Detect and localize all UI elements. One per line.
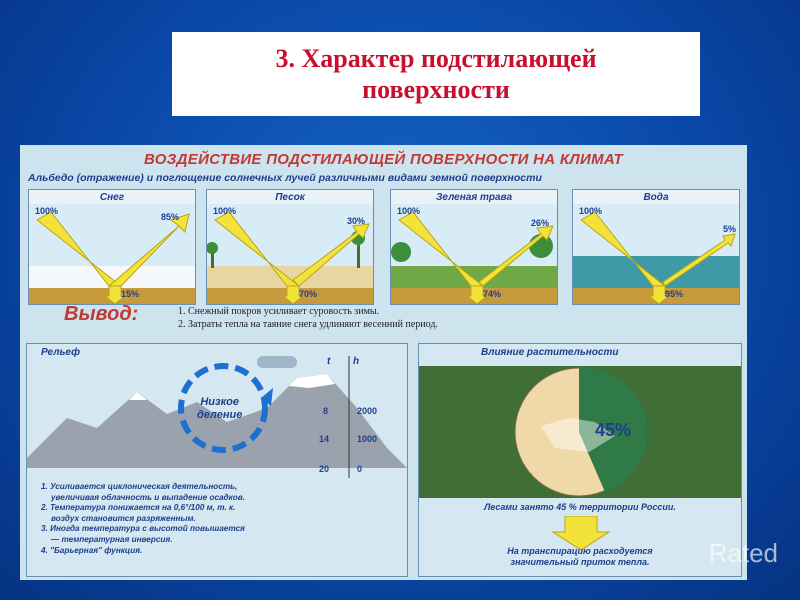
transpiration-line: значительный приток тепла. <box>510 557 650 567</box>
absorbed-percent: 95% <box>665 289 684 299</box>
absorbed-percent: 70% <box>299 289 318 299</box>
scale-t: 14 <box>319 434 330 444</box>
panel-name: Зеленая трава <box>435 192 513 203</box>
cycle-label <box>197 396 242 422</box>
transpiration-line: На транспирацию расходуется <box>507 546 653 556</box>
relief-title: Рельеф <box>41 347 80 358</box>
panel-name: Песок <box>275 192 305 203</box>
panel-name: Вода <box>643 192 669 203</box>
absorbed-percent: 15% <box>121 289 140 299</box>
vegetation-title: Влияние растительности <box>481 347 619 358</box>
relief-note: увеличивая облачность и выпадение осадков. <box>51 492 245 502</box>
scale-t: 20 <box>319 464 330 474</box>
relief-notes <box>41 482 245 556</box>
scale-h: 1000 <box>357 434 378 444</box>
poster-subtitle: Альбедо (отражение) и поглощение солнечных лучей различными видами земной поверхности <box>28 172 542 184</box>
watermark: Rated <box>708 538 778 568</box>
cycle-label-line: Низкое <box>200 396 240 408</box>
relief-note: воздух становится разряженным. <box>51 513 196 523</box>
climate-poster <box>20 145 747 580</box>
reflected-percent: 30% <box>347 216 366 226</box>
albedo-panel-sand <box>206 189 374 305</box>
incoming-percent: 100% <box>213 206 237 216</box>
reflected-percent: 5% <box>723 224 737 234</box>
poster-title: ВОЗДЕЙСТВИЕ ПОДСТИЛАЮЩЕЙ ПОВЕРХНОСТИ НА КЛИМАТ <box>143 151 623 168</box>
reflected-percent: 85% <box>161 212 180 222</box>
albedo-panel-water <box>572 189 740 305</box>
incoming-percent: 100% <box>579 206 603 216</box>
axis-t-label: t <box>327 356 331 367</box>
slide-title-box <box>172 32 700 116</box>
relief-note: 1. Усиливается циклоническая деятельность, <box>41 482 238 491</box>
scale-h: 0 <box>357 464 363 474</box>
incoming-percent: 100% <box>397 206 421 216</box>
relief-box <box>26 343 408 577</box>
forest-illustration <box>419 366 741 498</box>
conclusion-text <box>178 305 438 331</box>
incoming-percent: 100% <box>35 206 59 216</box>
albedo-panel-grass <box>390 189 558 305</box>
scale-h: 2000 <box>357 406 378 416</box>
reflected-percent: 26% <box>531 218 550 228</box>
relief-note: 4. "Барьерная" функция. <box>41 545 143 555</box>
relief-note: 2. Температура понижается на 0,6°/100 м, т. к. <box>41 503 236 513</box>
forest-percent: 45% <box>595 420 632 440</box>
scale-t: 8 <box>323 406 329 416</box>
vegetation-caption: Лесами занято 45 % территории России. <box>484 502 676 512</box>
vegetation-box <box>418 343 742 577</box>
relief-note: 3. Иногда температура с высотой повышается <box>41 524 245 534</box>
conclusion-line: 1. Снежный покров усиливает суровость зимы. <box>178 306 380 317</box>
transpiration-text <box>419 546 741 568</box>
axis-h-label: h <box>353 356 360 367</box>
conclusion-line: 2. Затраты тепла на таяние снега удлиняют весенний период. <box>178 319 438 330</box>
conclusion-label: Вывод: <box>64 303 139 325</box>
relief-note: — температурная инверсия. <box>51 534 173 544</box>
panel-name: Снег <box>99 192 125 203</box>
absorbed-percent: 74% <box>483 289 502 299</box>
albedo-panel-snow <box>28 189 196 305</box>
slide-title: 3. Характер подстилающей поверхности <box>275 44 597 104</box>
cycle-label-line: деление <box>197 409 243 421</box>
